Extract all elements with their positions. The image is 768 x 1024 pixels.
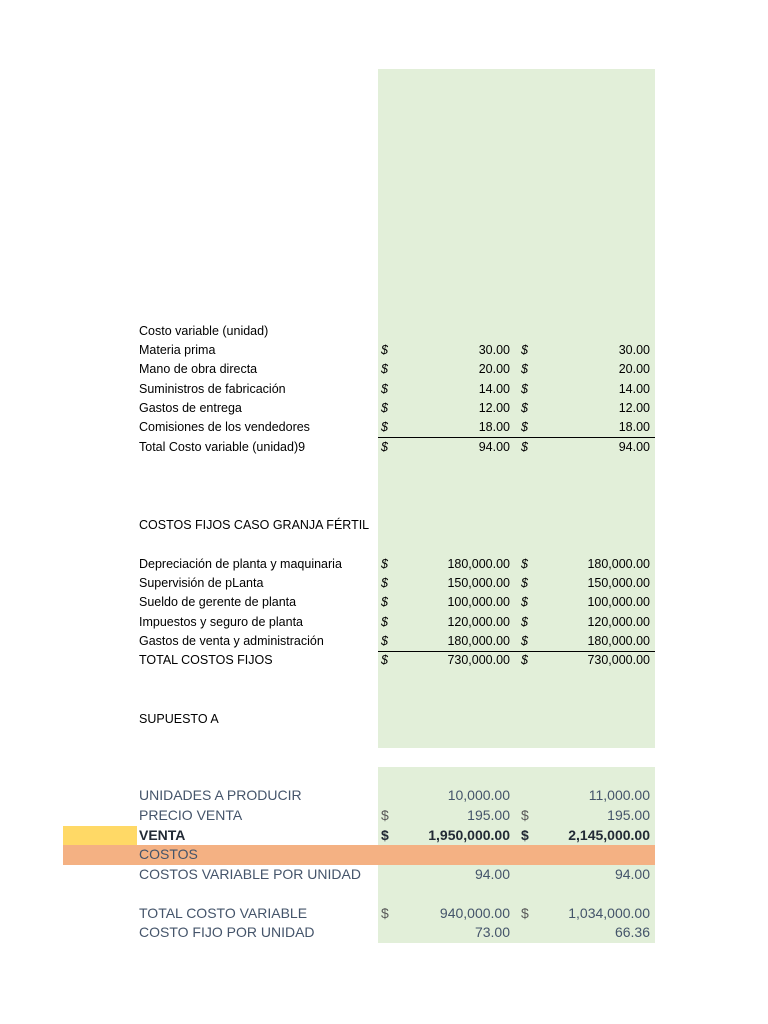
table-row — [0, 380, 768, 399]
row-label: Sueldo de gerente de planta — [139, 595, 297, 609]
row-label: Comisiones de los vendedores — [139, 420, 310, 434]
currency-symbol: $ — [521, 827, 529, 843]
variable-cost-title: Costo variable (unidad) — [139, 324, 269, 338]
row-label: Gastos de entrega — [139, 401, 242, 415]
row-label: COSTOS — [139, 846, 198, 862]
currency-symbol: $ — [521, 905, 529, 921]
value-col-1: 940,000.00 — [439, 905, 510, 921]
currency-symbol: $ — [381, 905, 389, 921]
table-row — [0, 399, 768, 418]
value-col-1: 180,000.00 — [447, 634, 510, 648]
currency-symbol: $ — [521, 343, 528, 357]
currency-symbol: $ — [381, 634, 388, 648]
value-col-2: 11,000.00 — [588, 787, 650, 803]
value-col-2: 195.00 — [607, 807, 650, 823]
row-label: Materia prima — [139, 343, 216, 357]
currency-symbol: $ — [521, 382, 528, 396]
currency-symbol: $ — [521, 440, 528, 454]
value-col-2: 94.00 — [618, 440, 650, 454]
value-col-1: 12.00 — [478, 401, 510, 415]
row-label: VENTA — [139, 827, 186, 843]
value-col-2: 18.00 — [618, 420, 650, 434]
table-row — [0, 904, 768, 923]
table-row — [0, 632, 768, 651]
value-col-1: 195.00 — [467, 807, 510, 823]
value-col-2: 730,000.00 — [587, 653, 650, 667]
row-label: Gastos de venta y administración — [139, 634, 324, 648]
value-col-1: 1,950,000.00 — [428, 827, 510, 843]
row-label: TOTAL COSTO VARIABLE — [139, 905, 308, 921]
scenario-title-row — [0, 710, 768, 729]
value-col-2: 150,000.00 — [587, 576, 650, 590]
row-label: Impuestos y seguro de planta — [139, 615, 303, 629]
currency-symbol: $ — [381, 595, 388, 609]
row-label: Total Costo variable (unidad)9 — [139, 440, 306, 454]
value-col-1: 14.00 — [478, 382, 510, 396]
fixed-cost-title: COSTOS FIJOS CASO GRANJA FÉRTIL — [139, 518, 370, 532]
value-col-2: 20.00 — [618, 362, 650, 376]
value-col-1: 94.00 — [474, 866, 510, 882]
row-label: Supervisión de pLanta — [139, 576, 264, 590]
total-row — [0, 438, 768, 457]
total-row — [0, 651, 768, 670]
value-col-1: 120,000.00 — [447, 615, 510, 629]
value-col-2: 180,000.00 — [587, 557, 650, 571]
value-col-2: 66.36 — [614, 924, 650, 940]
currency-symbol: $ — [381, 557, 388, 571]
value-col-1: 10,000.00 — [447, 787, 510, 803]
value-col-1: 73.00 — [474, 924, 510, 940]
venta-row — [0, 826, 768, 845]
table-row — [0, 341, 768, 360]
value-col-1: 150,000.00 — [447, 576, 510, 590]
value-col-2: 180,000.00 — [587, 634, 650, 648]
variable-cost-title-row — [0, 322, 768, 341]
currency-symbol: $ — [381, 653, 388, 667]
value-col-2: 12.00 — [618, 401, 650, 415]
table-row — [0, 865, 768, 884]
table-row — [0, 574, 768, 593]
currency-symbol: $ — [381, 440, 388, 454]
currency-symbol: $ — [521, 634, 528, 648]
value-col-1: 180,000.00 — [447, 557, 510, 571]
currency-symbol: $ — [381, 807, 389, 823]
table-row — [0, 613, 768, 632]
row-label: COSTO FIJO POR UNIDAD — [139, 924, 315, 940]
currency-symbol: $ — [521, 595, 528, 609]
currency-symbol: $ — [521, 615, 528, 629]
fixed-cost-title-row — [0, 516, 768, 535]
currency-symbol: $ — [521, 653, 528, 667]
currency-symbol: $ — [381, 827, 389, 843]
table-row — [0, 360, 768, 379]
value-col-2: 94.00 — [614, 866, 650, 882]
value-col-2: 2,145,000.00 — [568, 827, 650, 843]
currency-symbol: $ — [521, 420, 528, 434]
row-label: PRECIO VENTA — [139, 807, 243, 823]
value-col-1: 20.00 — [478, 362, 510, 376]
value-col-1: 730,000.00 — [447, 653, 510, 667]
row-label: Mano de obra directa — [139, 362, 258, 376]
currency-symbol: $ — [521, 362, 528, 376]
value-col-2: 14.00 — [618, 382, 650, 396]
currency-symbol: $ — [521, 576, 528, 590]
currency-symbol: $ — [521, 401, 528, 415]
value-col-2: 30.00 — [618, 343, 650, 357]
costos-row — [0, 845, 768, 864]
currency-symbol: $ — [381, 420, 388, 434]
value-col-1: 30.00 — [478, 343, 510, 357]
table-row — [0, 806, 768, 825]
value-col-2: 120,000.00 — [587, 615, 650, 629]
row-label: Suministros de fabricación — [139, 382, 286, 396]
currency-symbol: $ — [521, 807, 529, 823]
currency-symbol: $ — [381, 382, 388, 396]
table-row — [0, 593, 768, 612]
currency-symbol: $ — [381, 615, 388, 629]
table-row — [0, 786, 768, 805]
row-label: UNIDADES A PRODUCIR — [139, 787, 302, 803]
value-col-1: 100,000.00 — [447, 595, 510, 609]
value-col-2: 100,000.00 — [587, 595, 650, 609]
table-row — [0, 923, 768, 942]
currency-symbol: $ — [381, 362, 388, 376]
table-row — [0, 555, 768, 574]
row-label: COSTOS VARIABLE POR UNIDAD — [139, 866, 361, 882]
row-label: TOTAL COSTOS FIJOS — [139, 653, 273, 667]
currency-symbol: $ — [381, 576, 388, 590]
currency-symbol: $ — [521, 557, 528, 571]
row-label: Depreciación de planta y maquinaria — [139, 557, 342, 571]
value-col-1: 94.00 — [478, 440, 510, 454]
scenario-title: SUPUESTO A — [139, 712, 219, 726]
table-row — [0, 418, 768, 437]
value-col-1: 18.00 — [478, 420, 510, 434]
currency-symbol: $ — [381, 401, 388, 415]
value-col-2: 1,034,000.00 — [568, 905, 650, 921]
currency-symbol: $ — [381, 343, 388, 357]
